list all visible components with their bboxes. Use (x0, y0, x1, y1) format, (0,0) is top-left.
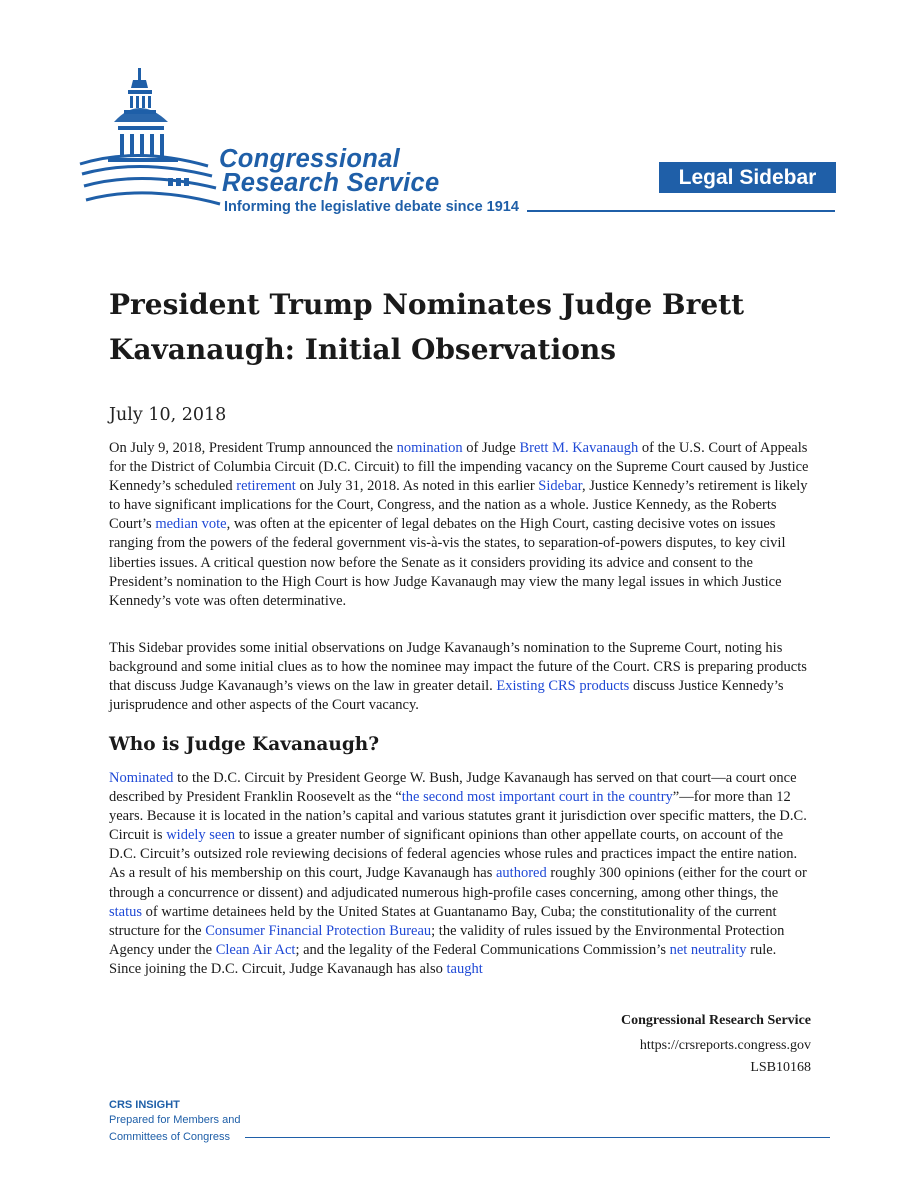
link-nominated[interactable]: Nominated (109, 770, 174, 786)
link-net-neutrality[interactable]: net neutrality (669, 941, 747, 958)
capitol-dome-icon (78, 64, 228, 219)
page-title: President Trump Nominates Judge Brett Kavanaugh: Initial Observations (109, 288, 745, 366)
insight-line-1: Prepared for Members and (109, 1114, 241, 1126)
footer-organization: Congressional Research Service (620, 1013, 811, 1028)
link-median-vote[interactable]: median vote (155, 516, 227, 533)
link-brett-kavanaugh[interactable]: Brett M. Kavanaugh (519, 440, 639, 456)
link-cfpb[interactable]: Consumer Financial Protection Bureau (205, 922, 432, 939)
text: on July 31, 2018. As noted in this earlier (295, 478, 539, 495)
logo-name-line-2: Research Service (222, 169, 440, 197)
section-heading: Who is Judge Kavanaugh? (109, 734, 380, 755)
logo-tagline: Informing the legislative debate since 1914 (224, 199, 519, 215)
text: rule. Since joining the D.C. Circuit, Judge Kavanaugh has also (109, 941, 777, 977)
link-status[interactable]: status (109, 903, 143, 920)
link-authored[interactable]: authored (496, 865, 547, 882)
legal-sidebar-badge: Legal Sidebar (659, 162, 836, 193)
header-divider (527, 210, 835, 212)
body-paragraph-3 (109, 769, 811, 979)
logo-name-line-1: Congressional (219, 145, 401, 173)
link-taught[interactable]: taught (446, 960, 483, 977)
text: to issue a greater number of significant opinions than other appellate courts, on account of the D.C. Circuit’s outsized role reviewing decisions of federal agencies whose rules and practices impact the entire nation. As a result of his membership on this court, Judge Kavanaugh has (109, 827, 798, 882)
insight-line-2: Committees of Congress (109, 1131, 231, 1143)
link-existing-crs-products[interactable]: Existing CRS products (496, 678, 630, 695)
text: , Justice Kennedy’s retirement is likely to have significant implications for the Court, Congress, and the nation as a whole. Justice Kennedy, as the Roberts Court’s (109, 478, 808, 533)
body-paragraph-2 (109, 639, 811, 715)
text: , was often at the epicenter of legal debates on the High Court, casting decisive votes on issues ranging from the powers of the federal government vis-à-vis the states, to separation-of-powers disputes, to key civil liberties issues. A critical question now before the Senate as it considers providing its advice and consent to the President’s nomination to the High Court is how Judge Kavanaugh may view the many legal issues in which Justice Kennedy’s vote was often determinative. (109, 516, 786, 609)
link-retirement[interactable]: retirement (236, 478, 296, 495)
report-id: LSB10168 (750, 1060, 811, 1075)
text: On July 9, 2018, President Trump announced the (109, 440, 397, 456)
footer-divider (245, 1137, 830, 1138)
publication-date: July 10, 2018 (109, 405, 227, 425)
link-clean-air-act[interactable]: Clean Air Act (215, 941, 296, 958)
link-widely-seen[interactable]: widely seen (166, 827, 236, 844)
text: of Judge (462, 440, 520, 456)
text: of wartime detainees held by the United States at Guantanamo Bay, Cuba; the constitutionality of the current structure for the (109, 903, 777, 939)
text: to the D.C. Circuit by President George W. Bush, Judge Kavanaugh has served on that court—a court once described by President Franklin Roosevelt as the “ (109, 770, 797, 806)
text: of the U.S. Court of Appeals for the District of Columbia Circuit (D.C. Circuit) to fill the impending vacancy on the Supreme Court caused by Justice Kennedy’s scheduled (109, 440, 809, 495)
footer-url[interactable]: https://crsreports.congress.gov (639, 1038, 811, 1053)
link-nomination[interactable]: nomination (396, 440, 463, 456)
text: ; and the legality of the Federal Communications Commission’s (295, 941, 670, 958)
text: ”—for more than 12 years. Because it is located in the nation’s capital and various statutes grant it jurisdiction over specific matters, the D.C. Circuit is (109, 789, 807, 844)
text: discuss Justice Kennedy’s jurisprudence and other aspects of the Court vacancy. (109, 678, 784, 714)
link-second-most-important-court[interactable]: the second most important court in the country (401, 789, 673, 806)
link-sidebar[interactable]: Sidebar (538, 478, 583, 495)
text: roughly 300 opinions (either for the court or through a concurrence or dissent) and adjudicated numerous high-profile cases concerning, among other things, the (109, 865, 807, 901)
body-paragraph-1 (109, 439, 811, 611)
crs-insight-label: CRS INSIGHT (109, 1099, 180, 1111)
text: ; the validity of rules issued by the Environmental Protection Agency under the (109, 922, 785, 958)
text: This Sidebar provides some initial observations on Judge Kavanaugh’s nomination to the Supreme Court, noting his background and some initial clues as to how the nominee may impact the future of the Court. CRS is preparing products that discuss Judge Kavanaugh’s views on the law in greater detail. (109, 640, 807, 695)
